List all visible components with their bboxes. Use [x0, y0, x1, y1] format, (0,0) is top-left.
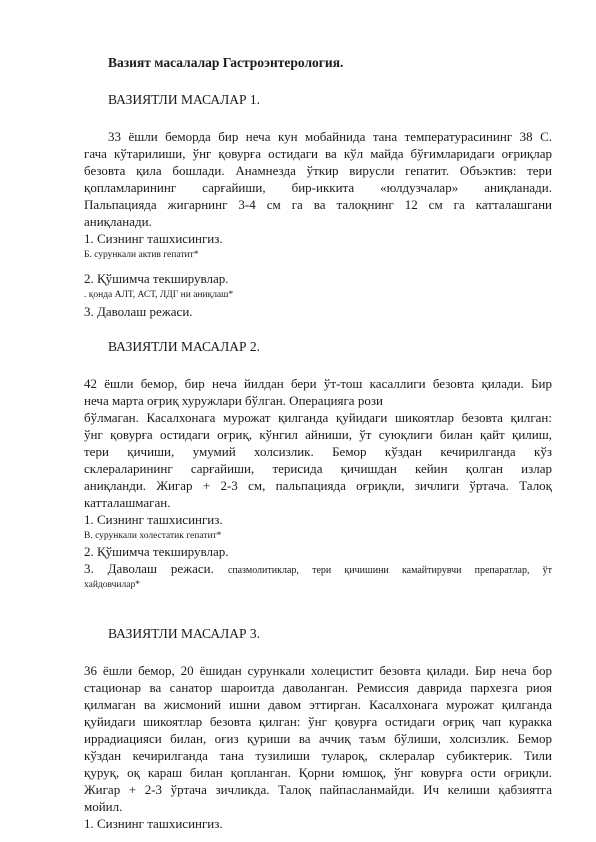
case-2-question-diagnosis: 1. Сизнинг ташхисингиз.	[84, 512, 223, 527]
case-3-text-line: Жигар + 2-3 ўртача зичликда. Талоқ пайпасланмайди. Ич келиши қабзиятга	[84, 782, 552, 797]
case-1-text-line: 33 ёшли беморда бир неча кун мобайнида тана температурасининг 38 С.	[108, 129, 552, 144]
case-2-text-line: ўнг қовурға остидаги оғриқ, кўнгил айниши, ўт суюқлиги билан қайт қилиш,	[84, 427, 552, 442]
case-1-text-line: гача кўтарилиши, ўнг қовурға остидаги ва кўл майда бўғимларидаги оғриқлар	[84, 146, 552, 161]
case-1-text-line: Пальпацияда жигарнинг 3-4 см га ва талоқнинг 12 см га катталашгани	[84, 197, 552, 212]
case-2-text-line: склераларининг сарғайиши, терисида қичишдан кейин қолган излар	[84, 461, 552, 476]
case-2-question-treatment	[84, 561, 552, 579]
case-2-treatment-label: 3. Даволаш режаси.	[84, 561, 214, 576]
case-3-text-line: қуруқ, оқ караш билан қопланган. Қорни юмшоқ, ўнг ковурға ости оғриқли.	[84, 765, 552, 780]
case-2-text-line: 42 ёшли бемор, бир неча йилдан бери ўт-тош касаллиги безовта қилади. Бир	[84, 376, 552, 391]
case-1-heading: ВАЗИЯТЛИ МАСАЛАР 1.	[108, 92, 261, 107]
case-2-text-line: неча марта оғриқ хуружлари бўлган. Операцияга рози	[84, 393, 383, 408]
case-2-treatment-answer-cont: хайдовчилар*	[84, 580, 140, 590]
case-1-question-diagnosis: 1. Сизнинг ташхисингиз.	[84, 231, 223, 246]
case-1-answer-diagnosis: Б. сурункали актив гепатит*	[84, 250, 199, 260]
case-3-text-line: кўздан кечирилганда тана тузилиши тулароқ, склералар субиктерик. Тили	[84, 748, 552, 763]
case-2-question-tests: 2. Қўшимча текширувлар.	[84, 544, 229, 559]
case-3-text-line: қилмаган ва жисмоний ишни давом эттирган. Касалхонага мурожат қилганда	[84, 697, 552, 712]
case-3-heading: ВАЗИЯТЛИ МАСАЛАР 3.	[108, 626, 261, 641]
case-3-text-line: иррадиацияси билан, оғиз қуриши ва аччиқ таъм бўлиши, холсизлик. Бемор	[84, 731, 552, 746]
document-title: Вазият масалалар Гастроэнтерология.	[108, 55, 344, 70]
case-2-answer-diagnosis: В. сурункали холестатик гепатит*	[84, 531, 222, 541]
case-3-text-line: 36 ёшли бемор, 20 ёшидан сурункали холецистит безовта қилади. Бир неча бор	[84, 663, 552, 678]
case-2-text-line: аниқланди. Жигар + 2-3 см, пальпацияда оғриқли, зичлиги ўртача. Талоқ	[84, 478, 552, 493]
case-3-text-line: қуйидаги шикоятлар безовта қилган: ўнг қовурға остидаги оғриқ чап куракка	[84, 714, 552, 729]
case-1-answer-tests: . қонда АЛТ, АСТ, ЛДГ ни аниқлаш*	[84, 290, 234, 300]
case-2-treatment-answer: спазмолитиклар, тери қичишини камайтирувчи препаратлар, ўт	[227, 565, 552, 576]
case-1-text-line: қопламларининг сарғайиши, бир-иккита «юлдузчалар» аниқланади.	[84, 180, 552, 195]
case-1-text-line: аниқланади.	[84, 214, 152, 229]
case-2-text-line: катталашмаган.	[84, 495, 171, 510]
case-2-text-line: тери қичиши, умумий холсизлик. Бемор кўздан кечирилганда кўз	[84, 444, 552, 459]
case-1-text-line: безовта қила бошлади. Анамнезда ўткир вирусли гепатит. Объэктив: тери	[84, 163, 552, 178]
case-1-question-treatment: 3. Даволаш режаси.	[84, 304, 193, 319]
case-3-question-diagnosis: 1. Сизнинг ташхисингиз.	[84, 816, 223, 831]
case-3-text-line: мойил.	[84, 799, 123, 814]
case-2-heading: ВАЗИЯТЛИ МАСАЛАР 2.	[108, 339, 261, 354]
case-1-question-tests: 2. Қўшимча текширувлар.	[84, 271, 229, 286]
case-2-text-line: бўлмаган. Касалхонага мурожат қилганда қуйидаги шикоятлар безовта қилган:	[84, 410, 552, 425]
case-3-text-line: стационар ва санатор шароитда даволанган. Ремиссия даврида пархезга риоя	[84, 680, 552, 695]
